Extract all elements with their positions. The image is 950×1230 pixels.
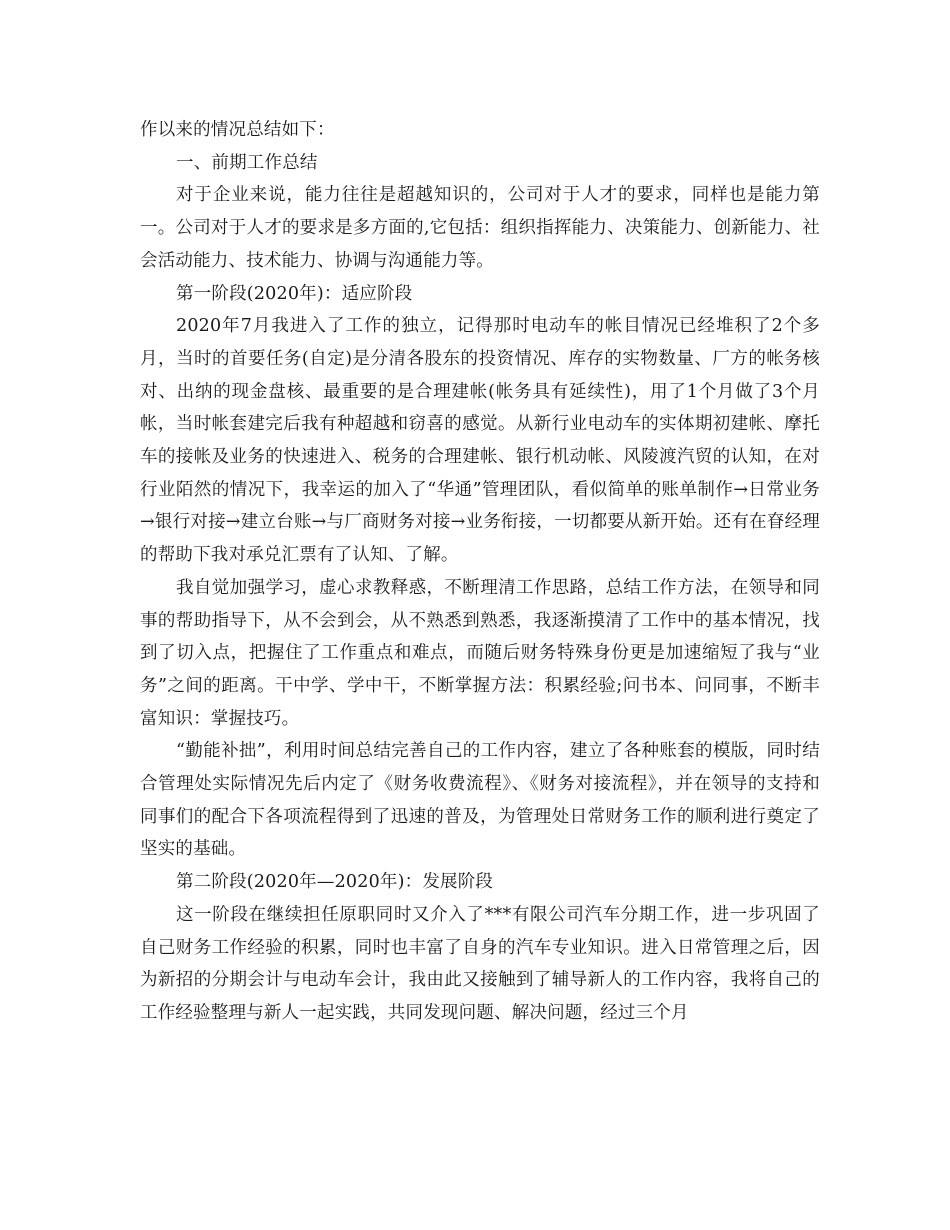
paragraph-ability: 对于企业来说，能力往往是超越知识的，公司对于人才的要求，同样也是能力第一。公司对于人才的要求是多方面的,它包括：组织指挥能力、决策能力、创新能力、社会活动能力、技术能力、协调与沟通能力等。: [140, 185, 820, 271]
paragraph-stage-one-detail: 2020年7月我进入了工作的独立，记得那时电动车的帐目情况已经堆积了2个多月，当时的首要任务(自定)是分清各股东的投资情况、库存的实物数量、厂方的帐务核对、出纳的现金盘核、最重要的是合理建帐(帐务具有延续性)，用了1个月做了3个月帐，当时帐套建完后我有种超越和窃喜的感觉。从新行业电动车的实体期初建帐、摩托车的接帐及业务的快速进入、税务的合理建帐、银行机动帐、风陵渡汽贸的认知，在对行业陌然的情况下，我幸运的加入了“华通”管理团队，看似简单的账单制作→日常业务→银行对接→建立台账→与厂商财务对接→业务衔接，一切都要从新开始。还有在眘经理的帮助下我对承兑汇票有了认知、了解。: [140, 316, 820, 566]
document-body: [140, 114, 820, 1030]
paragraph-stage-two-detail: 这一阶段在继续担任原职同时又介入了***有限公司汽车分期工作，进一步巩固了自己财务工作经验的积累，同时也丰富了自身的汽车专业知识。进入日常管理之后，因为新招的分期会计与电动车会计，我由此又接触到了辅导新人的工作内容，我将自己的工作经验整理与新人一起实践，共同发现问题、解决问题，经过三个月: [140, 904, 820, 1023]
section-heading-early-work-summary: 一、前期工作总结: [176, 152, 318, 173]
paragraph-intro: 作以来的情况总结如下：: [140, 120, 335, 140]
paragraph-self-learning: 我自觉加强学习，虚心求教释惑，不断理清工作思路，总结工作方法，在领导和同事的帮助指导下，从不会到会，从不熟悉到熟悉，我逐渐摸清了工作中的基本情况，找到了切入点，把握住了工作重点和难点，而随后财务特殊身份更是加速缩短了我与“业务”之间的距离。干中学、学中干，不断掌握方法：积累经验;问书本、问同事，不断丰富知识：掌握技巧。: [140, 577, 820, 729]
paragraph-diligence: “勤能补拙”，利用时间总结完善自己的工作内容，建立了各种账套的模版，同时结合管理处实际情况先后内定了《财务收费流程》、《财务对接流程》，并在领导的支持和同事们的配合下各项流程得到了迅速的普及，为管理处日常财务工作的顺利进行奠定了坚实的基础。: [140, 741, 820, 860]
stage-heading-development: 第二阶段(2020年—2020年)：发展阶段: [176, 872, 494, 893]
stage-heading-adaptation: 第一阶段(2020年)：适应阶段: [176, 283, 413, 304]
